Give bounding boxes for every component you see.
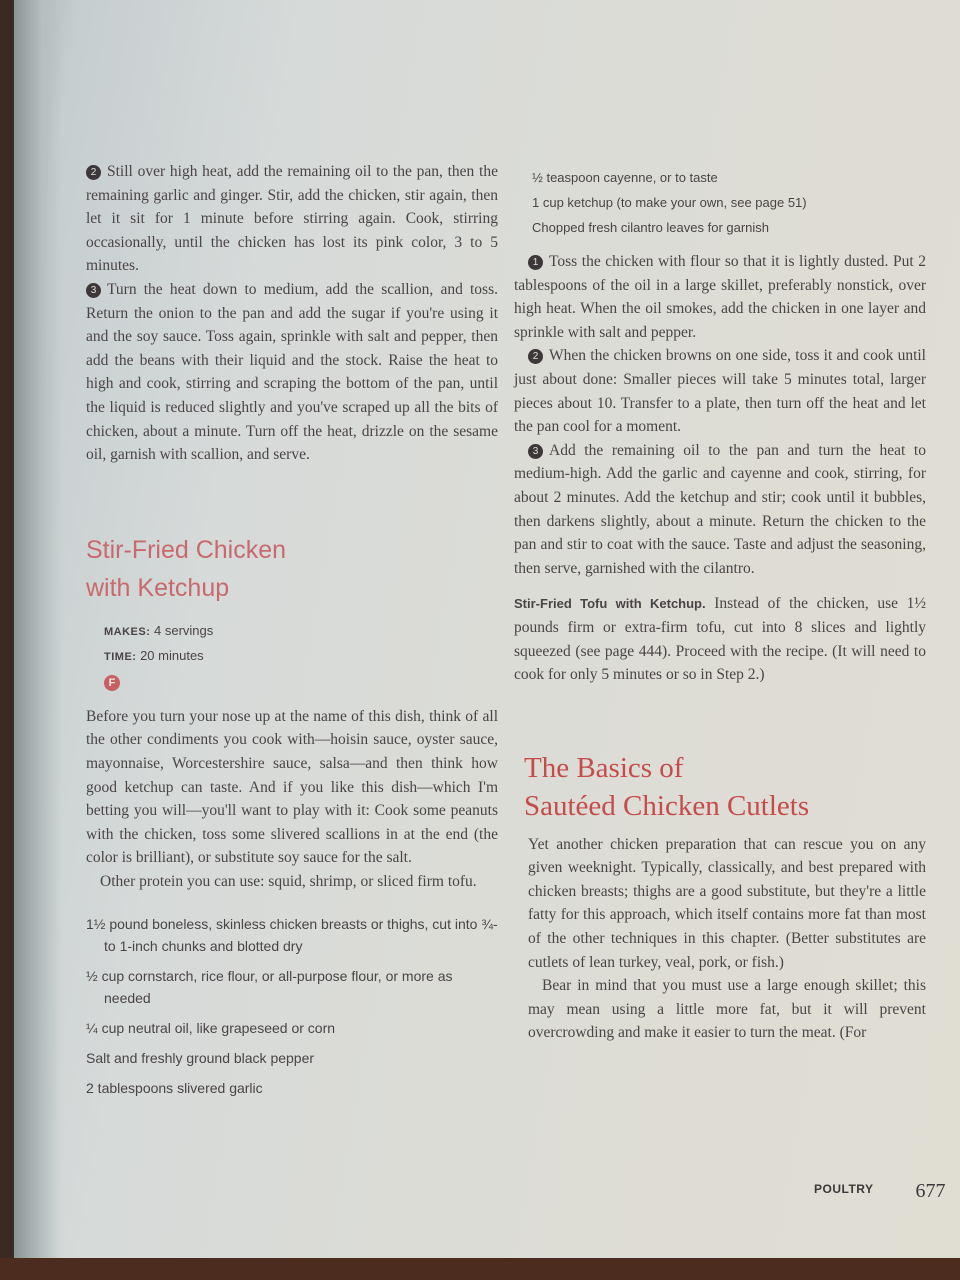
step-2-paragraph bbox=[86, 160, 498, 278]
variation-title: Stir-Fried Tofu with Ketchup. bbox=[514, 596, 706, 612]
recipe-step-1 bbox=[514, 250, 926, 344]
recipe-makes bbox=[104, 619, 498, 644]
recipe-title-line-2: with Ketchup bbox=[86, 573, 230, 602]
page-footer bbox=[814, 1180, 960, 1203]
step-text: Toss the chicken with flour so that it is lightly dusted. Put 2 tablespoons of the oil in a large skillet, preferably nonstick, over high heat. When the oil smokes, add the chicken in one layer and sprinkle with salt and pepper. bbox=[514, 253, 926, 341]
step-text: Turn the heat down to medium, add the scallion, and toss. Return the onion to the pan and add the sugar if you're using it and the soy sauce. Toss again, sprinkle with salt and pepper, then add the beans with their liquid and the stock. Raise the heat to high and cook, stirring and scraping the bottom of the pan, until the liquid is reduced slightly and you've scraped up all the bits of chicken, about a minute. Turn off the heat, drizzle on the sesame oil, garnish with scallion, and serve. bbox=[86, 280, 498, 464]
step-number-badge: 3 bbox=[528, 444, 543, 459]
basics-section-body bbox=[514, 833, 926, 1045]
ingredient-item: 1½ pound boneless, skinless chicken breasts or thighs, cut into ¾- to 1-inch chunks and blotted dry bbox=[86, 916, 498, 955]
step-number-badge: 3 bbox=[86, 283, 101, 298]
time-value: 20 minutes bbox=[140, 647, 204, 663]
makes-value: 4 servings bbox=[154, 622, 214, 638]
recipe-step-3 bbox=[514, 439, 926, 581]
step-number-badge: 2 bbox=[528, 349, 543, 364]
book-page bbox=[14, 0, 960, 1258]
recipe-title-line-1: Stir-Fried Chicken bbox=[86, 535, 287, 564]
step-text: Add the remaining oil to the pan and turn the heat to medium-high. Add the garlic and cayenne and cook, stirring, for about 2 minutes. Add the ketchup and stir; cook until it bubbles, then darkens slightly, about a minute. Return the chicken to the pan and stir to coat with the sauce. Taste and adjust the seasoning, then serve, garnished with the cilantro. bbox=[514, 441, 926, 577]
ingredient-item: Chopped fresh cilantro leaves for garnish bbox=[532, 220, 770, 235]
basics-title-line-2: Sautéed Chicken Cutlets bbox=[524, 789, 810, 822]
recipe-step-2 bbox=[514, 344, 926, 438]
basics-title-line-1: The Basics of bbox=[524, 751, 684, 784]
recipe-title bbox=[86, 531, 498, 607]
basics-paragraph-1: Yet another chicken preparation that can rescue you on any given weeknight. Typically, classically, and best prepared with chicken breasts; thighs are a good substitute, but they're a little fatty for this approach, which itself contains more fat than most of the other techniques in this chapter. (Better substitutes are cutlets of lean turkey, veal, pork, or fish.) bbox=[528, 835, 926, 971]
ingredient-item: Salt and freshly ground black pepper bbox=[86, 1050, 315, 1067]
step-number-badge: 2 bbox=[86, 165, 101, 180]
step-3-paragraph bbox=[86, 278, 498, 467]
section-name: POULTRY bbox=[814, 1182, 874, 1196]
basics-paragraph-2: Bear in mind that you must use a large enough skillet; this may mean using a little more fat, but it will prevent overcrowding and make it easier to turn the meat. (For bbox=[528, 977, 926, 1042]
step-text: When the chicken browns on one side, toss it and cook until just about done: Smaller pieces will take 5 minutes total, larger pieces about 10. Transfer to a plate, then turn off the heat and let the pan cool for a moment. bbox=[514, 347, 926, 436]
fast-recipe-icon: F bbox=[104, 675, 120, 691]
ingredient-list-continued bbox=[532, 165, 926, 240]
ingredient-item: 1 cup ketchup (to make your own, see page 51) bbox=[532, 195, 807, 210]
ingredient-item: 2 tablespoons slivered garlic bbox=[86, 1080, 263, 1097]
recipe-time bbox=[104, 644, 498, 669]
right-column bbox=[514, 165, 926, 1045]
basics-section-title bbox=[524, 749, 926, 825]
time-label: TIME: bbox=[104, 650, 137, 663]
variation-text: Instead of the chicken, use 1½ pounds firm or extra-firm tofu, cut into 8 slices and lightly squeezed (see page 444). Proceed with the recipe. (It will need to cook for only 5 minutes or so in Step 2.) bbox=[514, 595, 926, 684]
recipe-intro: Before you turn your nose up at the name of this dish, think of all the other condiments you cook with—hoisin sauce, oyster sauce, mayonnaise, Worcestershire sauce, salsa—and then think how good ketchup can taste. And if you like this dish—which I'm betting you will—you'll want to play with it: Cook some peanuts with the chicken, toss some slivered scallions in at the end (the color is brilliant), or substitute soy sauce for the salt. bbox=[86, 707, 498, 867]
left-column bbox=[86, 160, 498, 1107]
page-number: 677 bbox=[915, 1180, 946, 1202]
ingredient-item: ¼ cup neutral oil, like grapeseed or corn bbox=[86, 1020, 336, 1037]
recipe-variation bbox=[514, 592, 926, 686]
ingredient-list bbox=[86, 913, 498, 1099]
other-protein-note: Other protein you can use: squid, shrimp, or sliced firm tofu. bbox=[100, 872, 477, 890]
table-surface bbox=[0, 1258, 960, 1280]
page-gutter-shadow bbox=[14, 0, 62, 1258]
step-number-badge: 1 bbox=[528, 255, 543, 270]
ingredient-item: ½ cup cornstarch, rice flour, or all-purpose flour, or more as needed bbox=[86, 968, 453, 1007]
makes-label: MAKES: bbox=[104, 625, 151, 638]
step-text: Still over high heat, add the remaining oil to the pan, then the remaining garlic and ginger. Stir, add the chicken, stir again, then let it sit for 1 minute before stirring again. Cook, stirring occasionally, until the chicken has lost its pink color, 3 to 5 minutes. bbox=[86, 163, 498, 275]
ingredient-item: ½ teaspoon cayenne, or to taste bbox=[532, 170, 718, 185]
